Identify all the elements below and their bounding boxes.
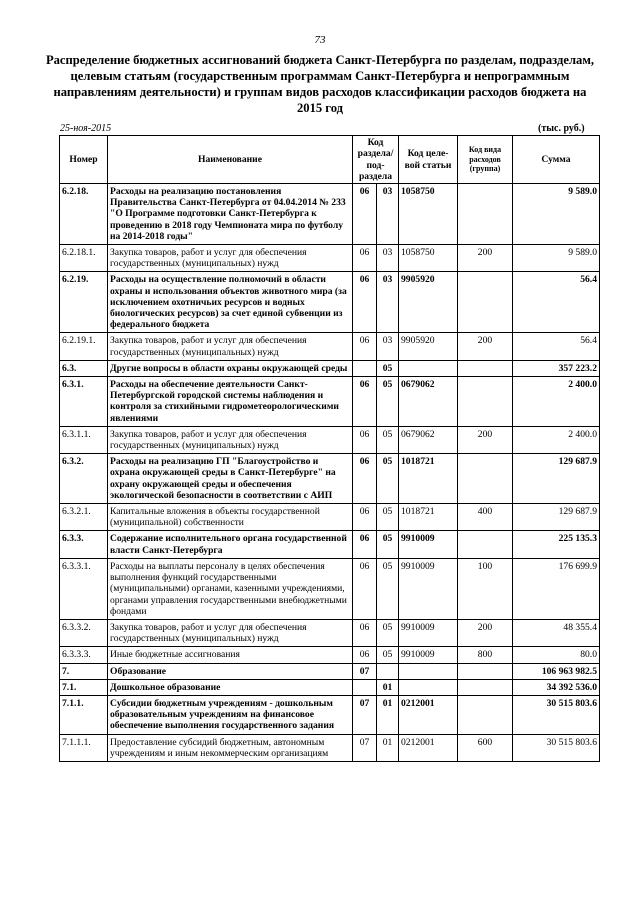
row-name: Закупка товаров, работ и услуг для обеспечения государственных (муниципальных) нужд [108,245,353,272]
row-sum: 56.4 [513,333,600,360]
header-name: Наименование [108,136,353,184]
row-sum: 9 589.0 [513,245,600,272]
row-name: Содержание исполнительного органа государственной власти Санкт-Петербурга [108,531,353,558]
row-number: 6.3.3.2. [60,619,108,646]
row-subsection-code: 05 [377,360,399,376]
table-row [60,734,600,761]
row-name: Закупка товаров, работ и услуг для обеспечения государственных (муниципальных) нужд [108,426,353,453]
row-expense-type [458,695,513,734]
table-row [60,695,600,734]
table-row [60,454,600,504]
row-sum: 9 589.0 [513,184,600,245]
row-sum: 30 515 803.6 [513,695,600,734]
row-article-code: 1058750 [399,245,458,272]
table-row [60,245,600,272]
row-section-code: 06 [353,647,377,663]
row-subsection-code: 05 [377,504,399,531]
row-name: Расходы на реализацию постановления Правительства Санкт-Петербурга от 04.04.2014 № 233 "О Программе подготовки Санкт-Петербурга к проведению в 2018 году Чемпионата мира по футболу на 2014-2018 годы" [108,184,353,245]
row-section-code [353,360,377,376]
row-section-code: 06 [353,619,377,646]
table-body [60,184,600,762]
row-subsection-code: 05 [377,426,399,453]
row-sum: 30 515 803.6 [513,734,600,761]
row-article-code: 1018721 [399,454,458,504]
row-section-code: 06 [353,454,377,504]
row-name: Капитальные вложения в объекты государственной (муниципальной) собственности [108,504,353,531]
row-subsection-code: 01 [377,679,399,695]
row-name: Иные бюджетные ассигнования [108,647,353,663]
table-row [60,426,600,453]
row-name: Расходы на выплаты персоналу в целях обеспечения выполнения функций государственными (муниципальными) органами, казенными учреждениями, органами управления государственными внебюджетными фондами [108,558,353,619]
row-section-code: 07 [353,695,377,734]
table-row [60,272,600,333]
row-sum: 357 223.2 [513,360,600,376]
row-name: Другие вопросы в области охраны окружающей среды [108,360,353,376]
row-subsection-code: 05 [377,558,399,619]
row-sum: 34 392 536.0 [513,679,600,695]
row-expense-type: 200 [458,333,513,360]
row-name: Образование [108,663,353,679]
row-expense-type: 400 [458,504,513,531]
row-expense-type [458,360,513,376]
row-subsection-code: 05 [377,377,399,427]
row-expense-type [458,531,513,558]
row-sum: 2 400.0 [513,377,600,427]
row-expense-type [458,272,513,333]
row-expense-type: 800 [458,647,513,663]
row-subsection-code: 01 [377,734,399,761]
row-article-code: 1058750 [399,184,458,245]
row-name: Субсидии бюджетным учреждениям - дошкольным образовательным учреждениям на финансовое обеспечение выполнения государственного задания [108,695,353,734]
row-number: 6.3.2. [60,454,108,504]
row-expense-type: 200 [458,426,513,453]
row-expense-type: 200 [458,619,513,646]
row-name: Расходы на реализацию ГП "Благоустройство и охрана окружающей среды в Санкт-Петербурге" на охрану окружающей среды и обеспечения экологической безопасности в соответствии с АИП [108,454,353,504]
row-number: 6.3.3.1. [60,558,108,619]
row-name: Закупка товаров, работ и услуг для обеспечения государственных (муниципальных) нужд [108,619,353,646]
row-article-code: 9910009 [399,558,458,619]
header-article-code: Код целе- вой статьи [399,136,458,184]
row-article-code [399,679,458,695]
table-row [60,558,600,619]
row-sum: 129 687.9 [513,504,600,531]
header-expense-type: Код вида расходов (группа) [458,136,513,184]
row-name: Дошкольное образование [108,679,353,695]
row-article-code: 0679062 [399,426,458,453]
row-subsection-code [377,663,399,679]
row-subsection-code: 01 [377,695,399,734]
row-subsection-code: 05 [377,647,399,663]
units-label: (тыс. руб.) [538,123,585,134]
row-name: Закупка товаров, работ и услуг для обеспечения государственных (муниципальных) нужд [108,333,353,360]
table-row [60,377,600,427]
row-number: 6.2.18.1. [60,245,108,272]
page-number: 73 [314,34,326,46]
row-article-code: 0212001 [399,695,458,734]
row-name: Расходы на осуществление полномочий в области охраны и использования объектов животного мира (за исключением охотничьих ресурсов и водных биологических ресурсов) за счет единой субвенции из федерального бюджета [108,272,353,333]
row-number: 7.1.1. [60,695,108,734]
row-number: 6.3.1. [60,377,108,427]
row-section-code: 06 [353,377,377,427]
row-section-code [353,679,377,695]
row-sum: 106 963 982.5 [513,663,600,679]
table-row [60,647,600,663]
table-row [60,333,600,360]
row-section-code: 06 [353,426,377,453]
row-name: Предоставление субсидий бюджетным, автономным учреждениям и иным некоммерческим организациям [108,734,353,761]
row-expense-type [458,679,513,695]
row-expense-type [458,184,513,245]
table-row [60,679,600,695]
table-row [60,184,600,245]
document-date: 25-ноя-2015 [60,123,112,134]
row-sum: 56.4 [513,272,600,333]
row-number: 6.2.19. [60,272,108,333]
row-article-code: 0679062 [399,377,458,427]
row-number: 6.3.3.3. [60,647,108,663]
row-sum: 48 355.4 [513,619,600,646]
row-subsection-code: 03 [377,184,399,245]
header-section-code: Код раздела/ под- раздела [353,136,399,184]
row-subsection-code: 03 [377,245,399,272]
row-subsection-code: 03 [377,272,399,333]
row-subsection-code: 05 [377,454,399,504]
header-sum: Сумма [513,136,600,184]
row-expense-type: 600 [458,734,513,761]
table-row [60,504,600,531]
row-expense-type [458,663,513,679]
row-sum: 2 400.0 [513,426,600,453]
row-number: 7. [60,663,108,679]
budget-table [59,135,600,762]
table-row [60,663,600,679]
table-row [60,619,600,646]
row-expense-type: 200 [458,245,513,272]
row-expense-type: 100 [458,558,513,619]
table-header-row [60,136,600,184]
row-number: 7.1.1.1. [60,734,108,761]
row-section-code: 07 [353,734,377,761]
row-number: 6.2.18. [60,184,108,245]
row-section-code: 06 [353,558,377,619]
row-number: 6.3.1.1. [60,426,108,453]
row-section-code: 06 [353,272,377,333]
row-expense-type [458,377,513,427]
header-number: Номер [60,136,108,184]
row-number: 6.3.3. [60,531,108,558]
row-article-code: 1018721 [399,504,458,531]
row-article-code: 9905920 [399,333,458,360]
row-sum: 80.0 [513,647,600,663]
row-article-code: 9905920 [399,272,458,333]
row-article-code: 0212001 [399,734,458,761]
row-article-code: 9910009 [399,531,458,558]
table-row [60,531,600,558]
row-number: 6.2.19.1. [60,333,108,360]
row-number: 6.3.2.1. [60,504,108,531]
row-article-code: 9910009 [399,619,458,646]
row-section-code: 06 [353,184,377,245]
row-section-code: 06 [353,245,377,272]
row-subsection-code: 05 [377,531,399,558]
row-expense-type [458,454,513,504]
row-section-code: 06 [353,531,377,558]
row-sum: 176 699.9 [513,558,600,619]
row-subsection-code: 03 [377,333,399,360]
row-article-code [399,360,458,376]
row-article-code [399,663,458,679]
row-article-code: 9910009 [399,647,458,663]
row-sum: 225 135.3 [513,531,600,558]
table-row [60,360,600,376]
row-name: Расходы на обеспечение деятельности Санкт-Петербургской городской системы наблюдения и контроля за стихийными гидрометеорологическими явлениями [108,377,353,427]
row-section-code: 07 [353,663,377,679]
row-section-code: 06 [353,333,377,360]
row-section-code: 06 [353,504,377,531]
row-subsection-code: 05 [377,619,399,646]
row-number: 6.3. [60,360,108,376]
row-sum: 129 687.9 [513,454,600,504]
row-number: 7.1. [60,679,108,695]
document-title: Распределение бюджетных ассигнований бюджета Санкт-Петербурга по разделам, подразделам, целевым статьям (государственным программам Санкт-Петербурга и непрограммным направлениям деятельности) и группам видов расходов классификации расходов бюджета на 2015 год [45,53,595,115]
